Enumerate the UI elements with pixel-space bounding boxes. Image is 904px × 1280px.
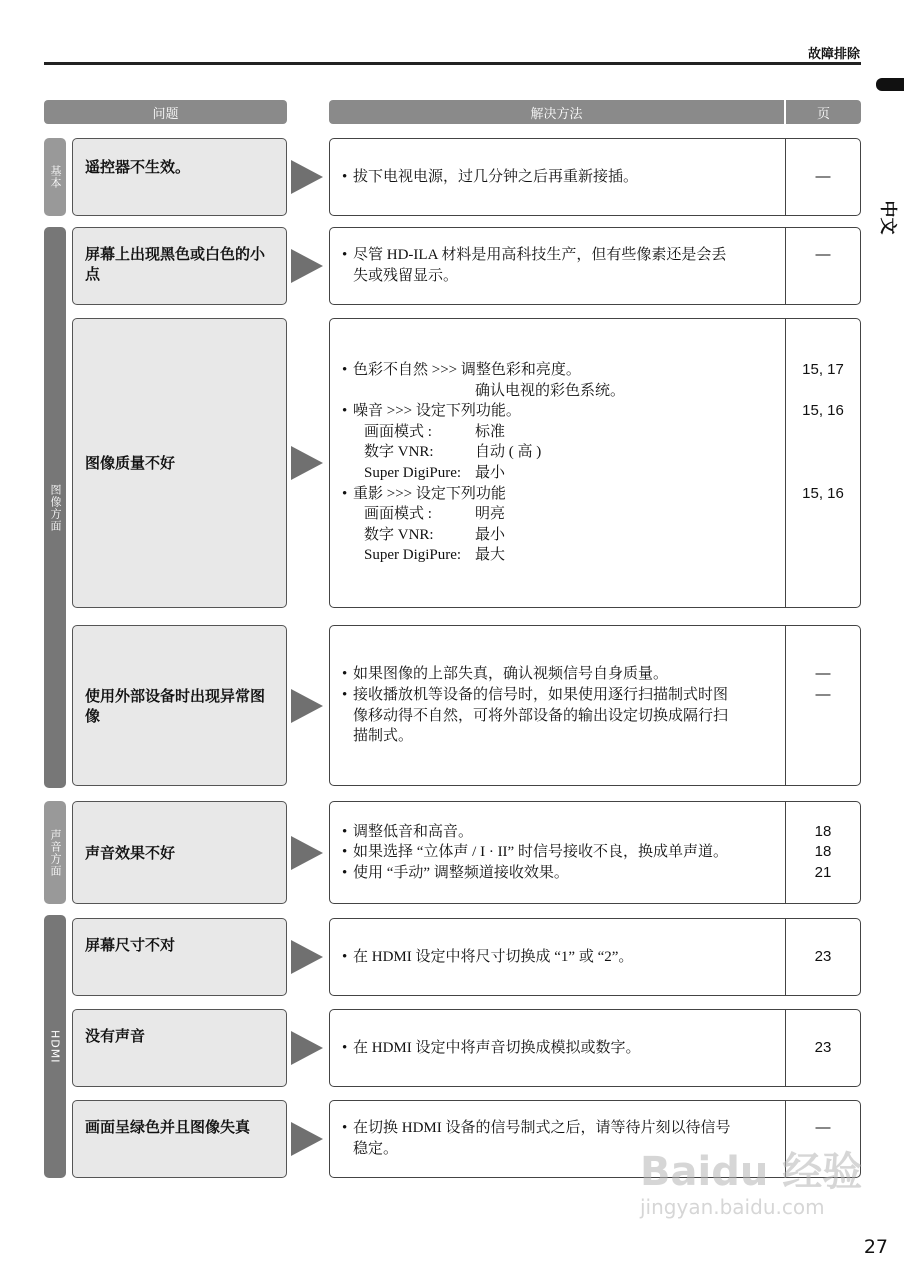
bullet-icon: • [342, 1039, 348, 1056]
solution-text [330, 319, 786, 607]
solution-line [342, 947, 775, 968]
column-header-solution: 解决方法 [329, 100, 784, 124]
page-reference-column [786, 802, 860, 903]
bullet-icon [342, 266, 353, 287]
solution-line [342, 266, 775, 287]
solution-item: 色彩不自然 >>> 调整色彩和亮度。 [353, 362, 581, 379]
category-tab-picture [44, 227, 66, 788]
solution-text [330, 919, 786, 995]
solution-box [329, 318, 861, 608]
solution-line [342, 463, 775, 484]
category-tab-sound [44, 801, 66, 904]
page-reference: — [815, 167, 831, 185]
page-reference-column [786, 919, 860, 995]
setting-value: 标准 [475, 423, 506, 440]
arrow-icon [291, 1122, 323, 1156]
setting-label: 画面模式 : [364, 423, 432, 440]
problem-box [72, 227, 287, 305]
solution-box [329, 918, 861, 996]
solution-line [342, 664, 775, 685]
page-reference-column [786, 626, 860, 785]
solution-item: 在 HDMI 设定中将尺寸切换成 “1” 或 “2”。 [353, 948, 634, 965]
bullet-icon: • [342, 686, 348, 703]
solution-line [342, 863, 775, 884]
arrow-icon [291, 836, 323, 870]
solution-item: 失或残留显示。 [353, 267, 459, 284]
solution-item: 重影 >>> 设定下列功能 [353, 485, 506, 502]
arrow-icon [291, 446, 323, 480]
page-reference: — [815, 665, 831, 683]
setting-label [364, 381, 475, 402]
solution-line [342, 401, 775, 422]
bullet-icon: • [342, 168, 348, 185]
solution-line [342, 545, 775, 566]
bullet-icon [342, 706, 353, 727]
column-header-page: 页 [786, 100, 861, 124]
solution-line [342, 822, 775, 843]
page-reference [821, 463, 825, 484]
page-reference: 15, 17 [802, 361, 844, 379]
solution-line [342, 442, 775, 463]
bullet-icon: • [342, 844, 348, 861]
bullet-icon: • [342, 666, 348, 683]
solution-text [330, 228, 786, 304]
bullet-icon: • [342, 362, 348, 379]
page-reference: — [815, 685, 831, 703]
solution-text [330, 626, 786, 785]
bullet-icon [342, 1139, 353, 1160]
solution-box [329, 138, 861, 216]
page-reference [821, 422, 825, 443]
solution-text [330, 139, 786, 215]
setting-label: Super DigiPure: [364, 465, 462, 481]
category-tab-basic [44, 138, 66, 216]
solution-box [329, 1009, 861, 1087]
problem-text: 屏幕尺寸不对 [85, 936, 176, 954]
solution-line [342, 484, 775, 505]
page-reference: 15, 16 [802, 402, 844, 420]
problem-text: 没有声音 [85, 1027, 146, 1045]
bullet-icon: • [342, 247, 348, 263]
arrow-icon [291, 249, 323, 283]
solution-item: 接收播放机等设备的信号时，如果使用逐行扫描制式时图 [353, 686, 729, 703]
setting-value: 最小 [475, 465, 506, 481]
page-reference-column [786, 319, 860, 607]
solution-item: 噪音 >>> 设定下列功能。 [353, 403, 521, 420]
problem-box [72, 138, 287, 216]
page-reference-column [786, 1010, 860, 1086]
solution-item: 使用 “手动” 调整频道接收效果。 [353, 864, 569, 881]
bullet-icon: • [342, 864, 348, 881]
problem-box [72, 918, 287, 996]
category-tab-hdmi [44, 915, 66, 1178]
arrow-icon [291, 1031, 323, 1065]
setting-label: 数字 VNR: [364, 444, 434, 461]
bullet-icon: • [342, 485, 348, 502]
setting-label: 数字 VNR: [364, 526, 434, 543]
problem-box [72, 801, 287, 904]
setting-label: Super DigiPure: [364, 547, 462, 564]
solution-line [342, 504, 775, 525]
page-reference: 18 [814, 822, 832, 840]
solution-line [342, 706, 775, 727]
solution-line [342, 842, 775, 863]
solution-item: 像移动得不自然，可将外部设备的输出设定切换成隔行扫 [353, 707, 729, 724]
solution-box [329, 625, 861, 786]
bullet-icon: • [342, 823, 348, 840]
page-reference [821, 726, 825, 747]
solution-box [329, 801, 861, 904]
arrow-icon [291, 940, 323, 974]
language-label: 中文 [877, 200, 898, 235]
solution-item: 如果选择 “立体声 / I · II” 时信号接收不良，换成单声道。 [353, 844, 728, 861]
watermark-url: jingyan.baidu.com [640, 1195, 825, 1219]
bullet-icon: • [342, 1120, 348, 1136]
page-reference [821, 504, 825, 525]
section-title: 故障排除 [807, 47, 860, 62]
solution-line [342, 525, 775, 546]
page-reference [821, 266, 825, 287]
page-reference: — [815, 246, 831, 263]
solution-line [342, 381, 775, 402]
setting-value: 最大 [475, 547, 506, 564]
problem-box [72, 625, 287, 786]
page-reference: 21 [814, 863, 832, 881]
bullet-icon [342, 726, 353, 747]
solution-item: 描制式。 [353, 728, 414, 745]
solution-text [330, 1010, 786, 1086]
problem-text: 使用外部设备时出现异常图像 [85, 686, 266, 725]
problem-box [72, 1009, 287, 1087]
setting-value: 确认电视的彩色系统。 [475, 382, 626, 399]
arrow-icon [291, 160, 323, 194]
solution-item: 在 HDMI 设定中将声音切换成模拟或数字。 [353, 1039, 641, 1056]
solution-item: 拔下电视电源，过几分钟之后再重新接插。 [353, 168, 639, 185]
bullet-icon: • [342, 403, 348, 420]
page-reference: 23 [814, 1038, 832, 1056]
solution-item: 稳定。 [353, 1140, 399, 1157]
solution-line [342, 1038, 775, 1059]
problem-text: 遥控器不生效。 [85, 158, 191, 176]
language-tab-marker [876, 78, 904, 91]
page-reference [821, 545, 825, 566]
category-label: 声音方面 [49, 828, 62, 877]
bullet-icon: • [342, 948, 348, 965]
page-reference: 23 [814, 947, 832, 965]
solution-line [342, 1118, 775, 1139]
page-reference [821, 525, 825, 546]
category-label: 图像方面 [49, 483, 62, 532]
page-reference: 15, 16 [802, 484, 844, 502]
setting-value: 明亮 [475, 506, 506, 523]
solution-box [329, 227, 861, 305]
problem-box [72, 318, 287, 608]
arrow-icon [291, 689, 323, 723]
problem-text: 屏幕上出现黑色或白色的小点 [85, 245, 266, 283]
solution-line [342, 422, 775, 443]
page-reference-column [786, 228, 860, 304]
solution-line [342, 167, 775, 188]
watermark [640, 1150, 862, 1220]
header-rule [44, 62, 861, 65]
page-reference [821, 381, 825, 402]
solution-item: 尽管 HD-ILA 材料是用高科技生产，但有些像素还是会丢 [353, 247, 727, 263]
problem-text: 声音效果不好 [85, 843, 176, 862]
solution-item: 调整低音和高音。 [353, 823, 474, 840]
column-header-problem: 问题 [44, 100, 287, 124]
solution-line [342, 360, 775, 381]
solution-item: 在切换 HDMI 设备的信号制式之后，请等待片刻以待信号 [353, 1120, 731, 1136]
setting-label: 画面模式 : [364, 506, 432, 523]
problem-text: 图像质量不好 [85, 454, 176, 472]
solution-line [342, 726, 775, 747]
page-reference [821, 442, 825, 463]
page-reference: — [815, 1119, 831, 1136]
category-label: HDMI [48, 1029, 62, 1064]
solution-text [330, 802, 786, 903]
solution-line [342, 245, 775, 266]
solution-item: 如果图像的上部失真，确认视频信号自身质量。 [353, 666, 669, 683]
page-reference-column [786, 139, 860, 215]
watermark-logo: Baidu 经验 [640, 1149, 863, 1195]
solution-line [342, 685, 775, 706]
problem-box [72, 1100, 287, 1178]
setting-value: 最小 [475, 526, 506, 543]
category-label: 基本 [49, 165, 62, 189]
page-reference: 18 [814, 843, 832, 861]
page-number: 27 [863, 1236, 888, 1258]
problem-text: 画面呈绿色并且图像失真 [85, 1118, 251, 1136]
setting-value: 自动 ( 高 ) [475, 444, 542, 461]
page-reference [821, 706, 825, 727]
